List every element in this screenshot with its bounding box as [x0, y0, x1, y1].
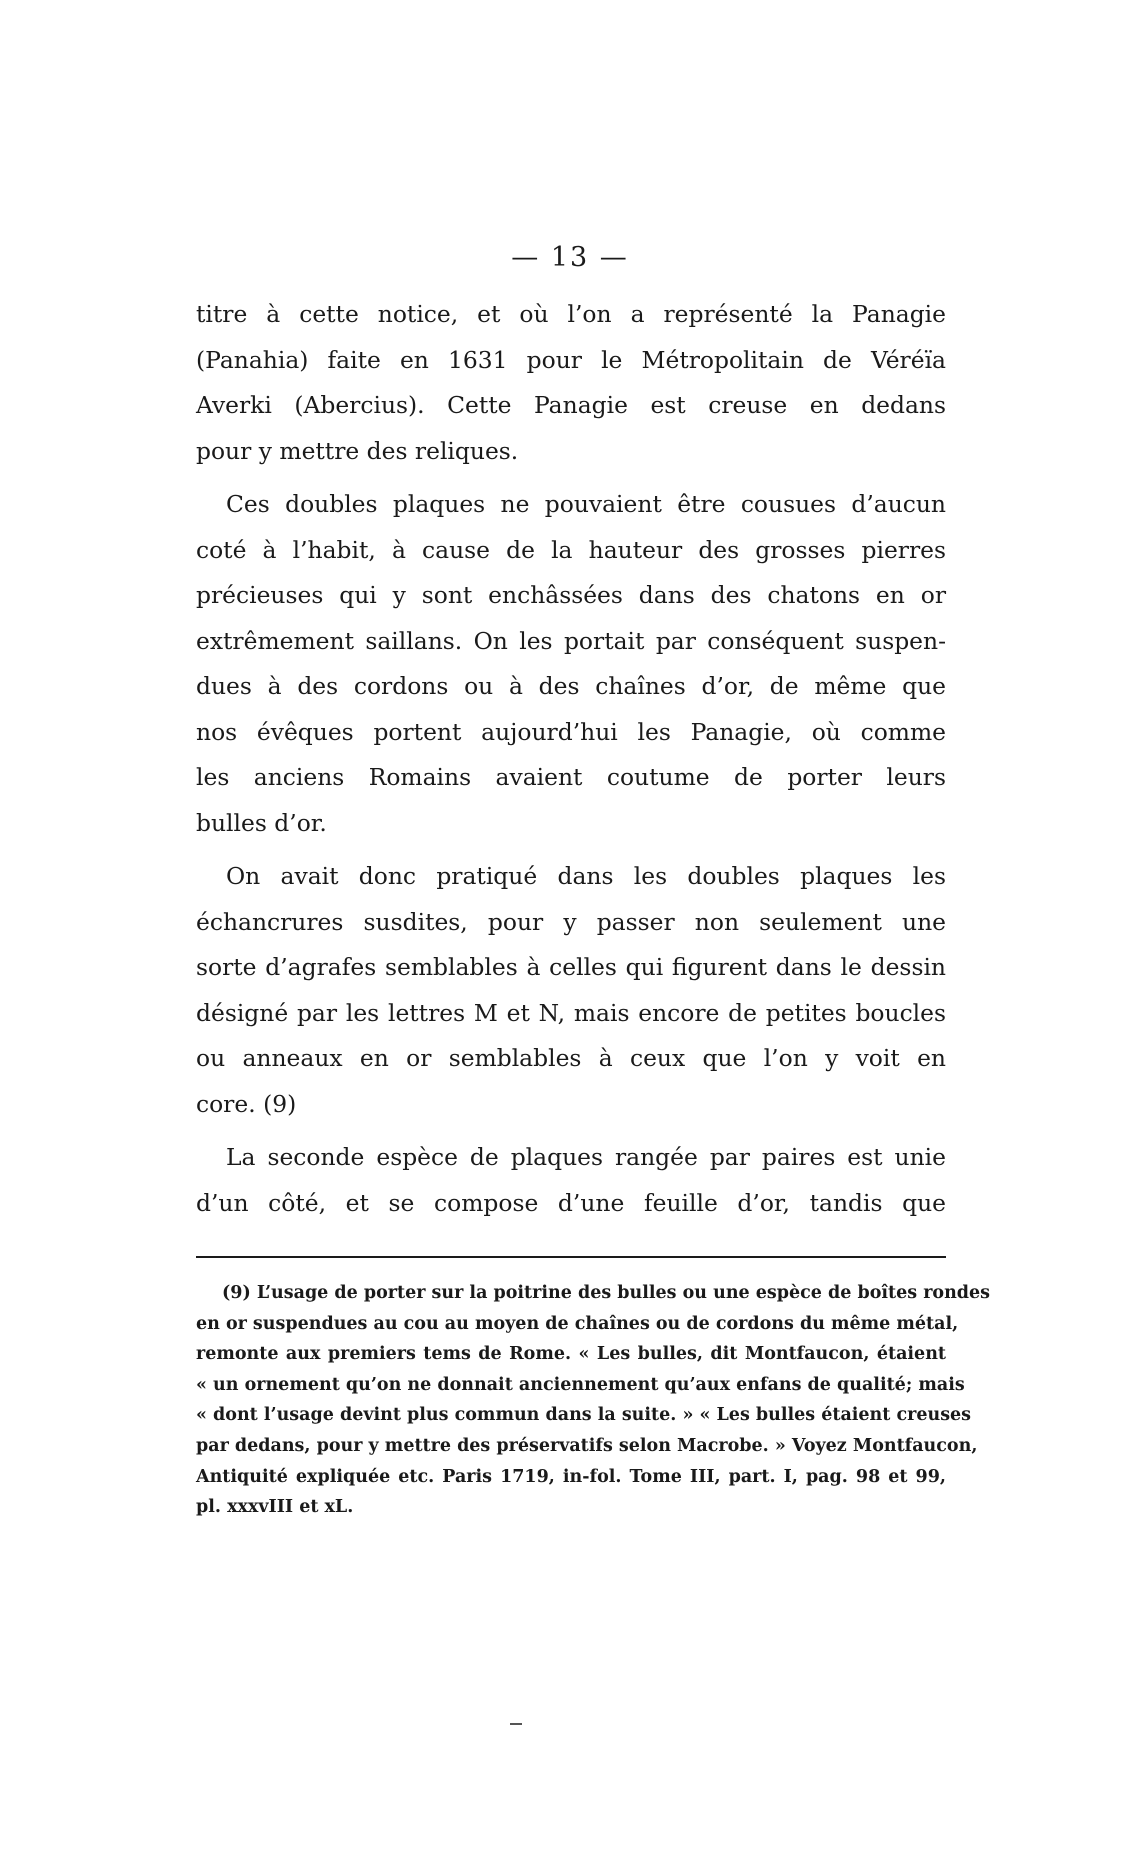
footnote-line: « un ornement qu’on ne donnait anciennement qu’aux enfans de qualité; mais — [196, 1374, 965, 1395]
page-number: — 13 — — [511, 242, 629, 273]
text-line: extrêmement saillans. On les portait par conséquent suspen- — [196, 626, 946, 655]
footnote-line: en or suspendues au cou au moyen de chaînes ou de cordons du même métal, — [196, 1313, 959, 1334]
footnote-line: pl. xxxvIII et xL. — [196, 1497, 354, 1518]
footnote-line: « dont l’usage devint plus commun dans la suite. » « Les bulles étaient creuses — [196, 1405, 972, 1426]
footnote-line: (9) L’usage de porter sur la poitrine des bulles ou une espèce de boîtes rondes — [222, 1283, 991, 1303]
text-line: coté à l’habit, à cause de la hauteur des grosses pierres — [196, 535, 946, 564]
footnote-divider — [196, 1256, 946, 1258]
text-line: On avait donc pratiqué dans les doubles plaques les — [226, 862, 946, 890]
text-line: titre à cette notice, et où l’on a représenté la Panagie — [196, 300, 946, 328]
text-line: d’un côté, et se compose d’une feuille d’or, tandis que — [196, 1188, 946, 1217]
text-line: core. (9) — [196, 1089, 297, 1118]
text-line: (Panahia) faite en 1631 pour le Métropolitain de Véréïa — [196, 345, 946, 374]
text-line: bulles d’or. — [196, 808, 327, 837]
text-line: Ces doubles plaques ne pouvaient être cousues d’aucun — [226, 490, 946, 518]
text-line: échancrures susdites, pour y passer non seulement une — [196, 907, 946, 936]
main-text — [196, 292, 946, 1226]
text-line: pour y mettre des reliques. — [196, 436, 519, 465]
bottom-mark — [510, 1723, 522, 1725]
text-line: les anciens Romains avaient coutume de porter leurs — [196, 763, 946, 791]
text-line: précieuses qui y sont enchâssées dans des chatons en or — [196, 581, 946, 609]
text-line: Averki (Abercius). Cette Panagie est creuse en dedans — [196, 391, 946, 419]
text-line: ou anneaux en or semblables à ceux que l’on y voit en — [196, 1044, 946, 1072]
footnote — [196, 1278, 991, 1523]
text-line: La seconde espèce de plaques rangée par paires est unie — [226, 1143, 946, 1171]
text-line: nos évêques portent aujourd’hui les Panagie, où comme — [196, 717, 946, 746]
footnote-line: Antiquité expliquée etc. Paris 1719, in-fol. Tome III, part. I, pag. 98 et 99, — [196, 1466, 946, 1487]
footnote-line: remonte aux premiers tems de Rome. « Les bulles, dit Montfaucon, étaient — [196, 1344, 946, 1365]
text-line: dues à des cordons ou à des chaînes d’or, de même que — [196, 672, 946, 700]
text-line: désigné par les lettres M et N, mais encore de petites boucles — [196, 998, 946, 1027]
footnote-line: par dedans, pour y mettre des préservatifs selon Macrobe. » Voyez Montfaucon, — [196, 1435, 978, 1456]
text-line: sorte d’agrafes semblables à celles qui figurent dans le dessin — [196, 953, 946, 981]
